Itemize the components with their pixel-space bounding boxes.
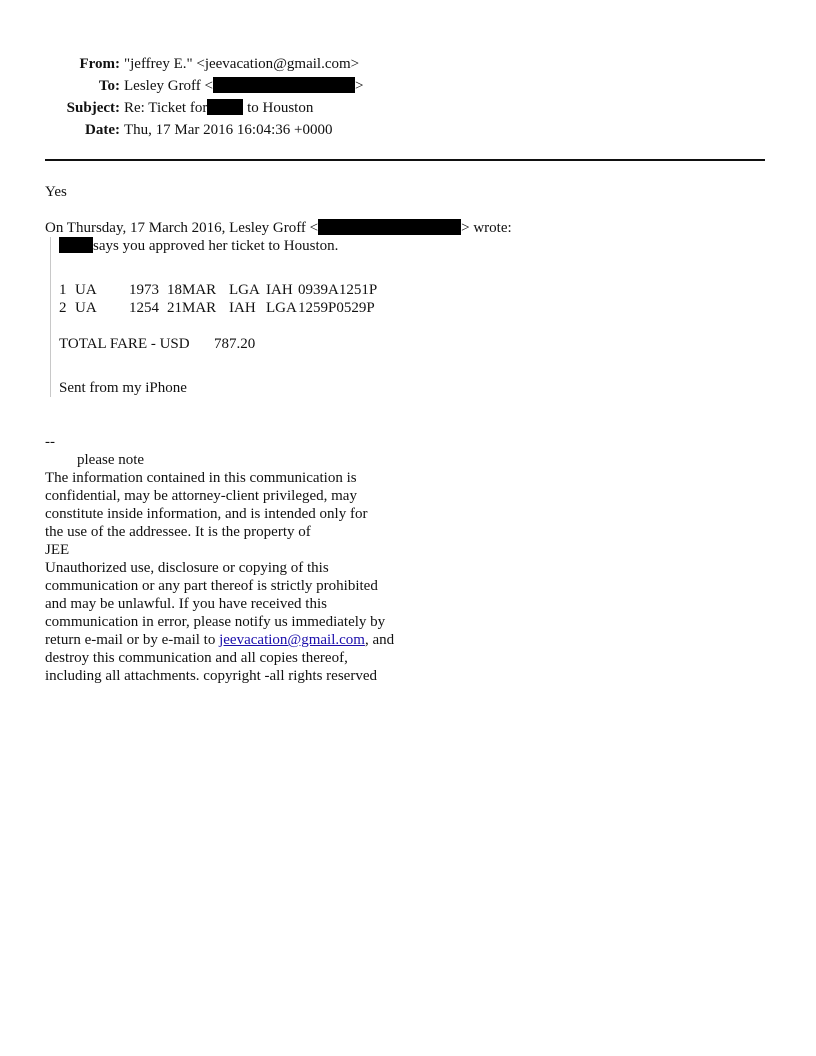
fare-label: TOTAL FARE - USD: [59, 336, 190, 352]
email-link[interactable]: jeevacation@gmail.com: [219, 632, 365, 648]
to-close: >: [355, 78, 364, 94]
disclaimer-line: The information contained in this communication is: [45, 470, 357, 486]
quote-bar: [50, 237, 51, 397]
quote-intro-pre: On Thursday, 17 March 2016, Lesley Groff <: [45, 220, 319, 236]
redaction-block: [213, 77, 355, 93]
disclaimer-line: confidential, may be attorney-client privileged, may: [45, 488, 357, 504]
subject-row: [0, 97, 363, 119]
disclaimer-line: JEE: [45, 542, 70, 558]
sent-from: Sent from my iPhone: [59, 380, 187, 396]
reply-text: Yes: [45, 184, 67, 200]
quote-intro: [45, 219, 512, 237]
flight-date: 21MAR: [167, 300, 217, 316]
date-label: Date:: [85, 122, 120, 138]
redaction-block: [207, 99, 243, 115]
disclaimer-line: communication or any part thereof is strictly prohibited: [45, 578, 378, 594]
flight-num: 1: [59, 282, 67, 298]
to-name: Lesley Groff <: [124, 78, 213, 94]
flight-num: 2: [59, 300, 67, 316]
flight-destination: LGA: [266, 300, 297, 316]
signature-note: please note: [77, 452, 145, 468]
to-label: To:: [98, 78, 120, 94]
disclaimer-line: including all attachments. copyright -all rights reserved: [45, 668, 377, 684]
subject-label: Subject:: [66, 100, 120, 116]
return-pre: return e-mail or by e-mail to: [45, 632, 220, 648]
flight-carrier: UA: [75, 300, 97, 316]
disclaimer-line: and may be unlawful. If you have received this: [45, 596, 327, 612]
quote-line-1: [59, 237, 338, 255]
to-value-wrap: [120, 75, 363, 97]
flight-date: 18MAR: [167, 282, 217, 298]
disclaimer-line: destroy this communication and all copies thereof,: [45, 650, 348, 666]
flight-times: 1259P0529P: [298, 300, 375, 316]
disclaimer-line: Unauthorized use, disclosure or copying of this: [45, 560, 329, 576]
flight-origin: LGA: [229, 282, 260, 298]
flight-number: 1973: [129, 282, 159, 298]
flight-number: 1254: [129, 300, 159, 316]
header-divider: [45, 159, 765, 161]
disclaimer-line: communication in error, please notify us immediately by: [45, 614, 386, 630]
flight-destination: IAH: [266, 282, 293, 298]
fare-value: 787.20: [214, 336, 256, 352]
return-post: , and: [364, 632, 395, 648]
disclaimer-line: constitute inside information, and is intended only for: [45, 506, 368, 522]
quote-line-1-text: says you approved her ticket to Houston.: [93, 238, 339, 254]
disclaimer-line: [45, 631, 394, 649]
quote-intro-post: > wrote:: [461, 220, 512, 236]
flight-times: 0939A1251P: [298, 282, 378, 298]
email-header: [0, 53, 363, 141]
flight-origin: IAH: [229, 300, 256, 316]
flight-row: [59, 281, 377, 299]
date-value: Thu, 17 Mar 2016 16:04:36 +0000: [124, 122, 333, 138]
redaction-block: [59, 237, 93, 253]
signature-dashes: --: [45, 434, 55, 450]
date-row: [0, 119, 363, 141]
subject-pre: Re: Ticket for: [124, 100, 208, 116]
to-row: [0, 75, 363, 97]
flight-carrier: UA: [75, 282, 97, 298]
from-label: From:: [79, 56, 120, 72]
from-value: "jeffrey E." <jeevacation@gmail.com>: [124, 56, 360, 72]
total-fare: [59, 335, 255, 353]
from-row: [0, 53, 363, 75]
disclaimer-line: the use of the addressee. It is the property of: [45, 524, 311, 540]
subject-post: to Houston: [247, 100, 314, 116]
redaction-block: [318, 219, 461, 235]
subject-value-wrap: [120, 97, 313, 119]
flight-row: [59, 299, 375, 317]
